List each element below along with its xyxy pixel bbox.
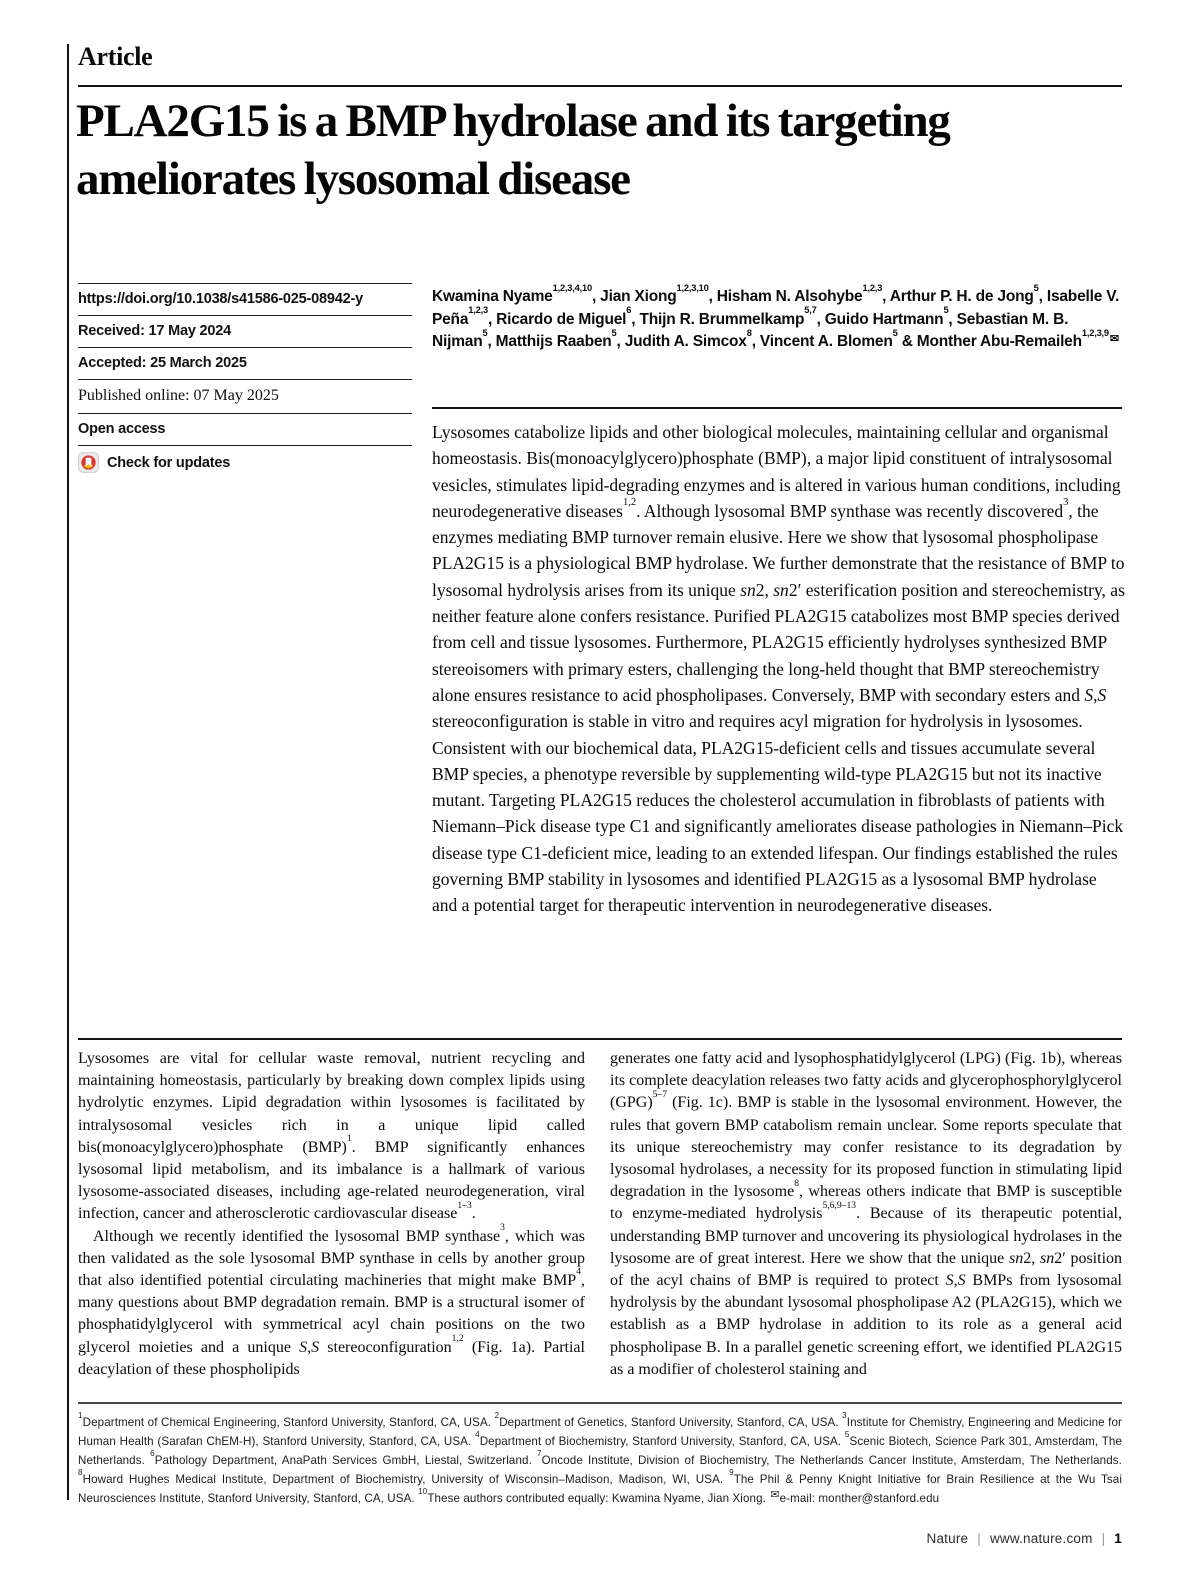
title-line-2: ameliorates lysosomal disease	[76, 153, 630, 205]
open-access-label: Open access	[78, 413, 412, 445]
left-margin-rule	[67, 44, 69, 1500]
article-metadata	[78, 283, 412, 481]
footnote-divider	[78, 1402, 1122, 1404]
footer-journal: Nature	[926, 1531, 969, 1546]
check-for-updates-button[interactable]	[78, 445, 412, 481]
affiliations-footnotes: $^1$Department of Chemical Engineering, Stanford University, Stanford, CA, USA. $^2$Department of Genetics, Stanford University, Stanford, CA, USA. $^3$Institute for Chemistry, Engineering and Medicine for Human Health (Sarafan ChEM-H), Stanford University, Stanford, CA, USA. $^4$Department of Biochemistry, Stanford University, Stanford, CA, USA. $^5$Scenic Biotech, Science Park 301, Amsterdam, The Netherlands. $^6$Pathology Department, AnaPath Services GmbH, Liestal, Switzerland. $^7$Oncode Institute, Division of Biochemistry, The Netherlands Cancer Institute, Amsterdam, The Netherlands. $^8$Howard Hughes Medical Institute, Department of Biochemistry, University of Wisconsin–Madison, Madison, WI, USA. $^9$The Phil & Penny Knight Initiative for Brain Resilience at the Wu Tsai Neurosciences Institute, Stanford University, Stanford, CA, USA. $^{10}$These authors contributed equally: Kwamina Nyame, Jian Xiong. ✉e-mail: monther@stanford.edu	[78, 1411, 1122, 1505]
received-date: Received: 17 May 2024	[78, 315, 412, 347]
check-for-updates-label: Check for updates	[107, 454, 231, 471]
accepted-date: Accepted: 25 March 2025	[78, 347, 412, 379]
body-paragraph: Lysosomes are vital for cellular waste removal, nutrient recycling and maintaining homeostasis, particularly by breaking down complex lipids using hydrolytic enzymes. Lipid degradation within lysosomes is facilitated by intralysosomal vesicles rich in a unique lipid called bis(monoacylglycero)phosphate (BMP)$^1$. BMP significantly enhances lysosomal lipid metabolism, and its imbalance is a hallmark of various lysosome-associated diseases, including age-related neurodegeneration, viral infection, cancer and atherosclerotic cardiovascular disease$^{1-3}$.	[78, 1050, 585, 1223]
body-paragraph: Although we recently identified the lysosomal BMP synthase$^3$, which was then validated as the sole lysosomal BMP synthase in cells by another group that also identified potential circulating machineries that might make BMP$^4$, many questions about BMP degradation remain. BMP is a structural isomer of phosphatidylglycerol with symmetrical acyl chain positions on the two glycerol moieties and a unique S,S stereoconfiguration$^{1,2}$ (Fig. 1a). Partial deacylation of these phospholipids	[78, 1221, 585, 1378]
published-date: Published online: 07 May 2025	[78, 379, 412, 413]
body-divider	[78, 1038, 1122, 1040]
body-column-right	[610, 1048, 1122, 1381]
article-kicker: Article	[78, 42, 153, 71]
abstract-divider	[432, 407, 1122, 409]
footer-url[interactable]: www.nature.com	[989, 1531, 1093, 1546]
kicker-divider	[78, 85, 1122, 87]
author-list: Kwamina Nyame$^{1,2,3,4,10}$, Jian Xiong$^{1,2,3,10}$, Hisham N. Alsohybe$^{1,2,3}$, Arthur P. H. de Jong$^5$, Isabelle V. Peña$^{1,2,3}$, Ricardo de Miguel$^6$, Thijn R. Brummelkamp$^{5,7}$, Guido Hartmann$^5$, Sebastian M. B. Nijman$^5$, Matthijs Raaben$^5$, Judith A. Simcox$^8$, Vincent A. Blomen$^5$ & Monther Abu-Remaileh$^{1,2,3,9✉}$	[432, 282, 1120, 350]
footer-separator: |	[977, 1531, 981, 1546]
title-line-1: PLA2G15 is a BMP hydrolase and its targeting	[76, 95, 950, 147]
abstract-text: Lysosomes catabolize lipids and other biological molecules, maintaining cellular and organismal homeostasis. Bis(monoacylglycero)phosphate (BMP), a major lipid constituent of intralysosomal vesicles, stimulates lipid-degrading enzymes and is altered in various human conditions, including neurodegenerative diseases$^{1,2}$. Although lysosomal BMP synthase was recently discovered$^3$, the enzymes mediating BMP turnover remain elusive. Here we show that lysosomal phospholipase PLA2G15 is a physiological BMP hydrolase. We further demonstrate that the resistance of BMP to lysosomal hydrolysis arises from its unique sn2, sn2′ esterification position and stereochemistry, as neither feature alone confers resistance. Purified PLA2G15 catabolizes most BMP species derived from cell and tissue lysosomes. Furthermore, PLA2G15 efficiently hydrolyses synthesized BMP stereoisomers with primary esters, challenging the long-held thought that BMP stereochemistry alone ensures resistance to acid phospholipases. Conversely, BMP with secondary esters and S,S stereoconfiguration is stable in vitro and requires acyl migration for hydrolysis in lysosomes. Consistent with our biochemical data, PLA2G15-deficient cells and tissues accumulate several BMP species, a phenotype reversible by supplementing wild-type PLA2G15 but not its inactive mutant. Targeting PLA2G15 reduces the cholesterol accumulation in fibroblasts of patients with Niemann–Pick disease type C1 and significantly ameliorates disease pathologies in Niemann–Pick disease type C1-deficient mice, leading to an extended lifespan. Our findings established the rules governing BMP stability in lysosomes and identified PLA2G15 as a lysosomal BMP hydrolase and a potential target for therapeutic intervention in neurodegenerative diseases.	[432, 422, 1125, 916]
crossmark-icon	[78, 452, 99, 473]
footer-separator: |	[1101, 1531, 1106, 1546]
body-column-left	[78, 1048, 585, 1381]
body-paragraph: generates one fatty acid and lysophosphatidylglycerol (LPG) (Fig. 1b), whereas its complete deacylation releases two fatty acids and glycerophosphorylglycerol (GPG)$^{5-7}$ (Fig. 1c). BMP is stable in the lysosomal environment. However, the rules that govern BMP catabolism remain unclear. Some reports speculate that its unique stereochemistry may confer resistance to its degradation by lysosomal hydrolases, a necessity for its proposed function in stimulating lipid degradation in the lysosome$^8$, whereas others indicate that BMP is susceptible to enzyme-mediated hydrolysis$^{5,6,9-13}$. Because of its therapeutic potential, understanding BMP turnover and uncovering its physiological hydrolases in the lysosome are of great interest. Here we show that the unique sn2, sn2′ position of the acyl chains of BMP is required to protect S,S BMPs from lysosomal hydrolysis by the abundant lysosomal phospholipase A2 (PLA2G15), which we establish as a BMP hydrolase in addition to its role as a general acid phospholipase B. In a parallel genetic screening effort, we identified PLA2G15 as a modifier of cholesterol staining and	[610, 1050, 1123, 1378]
page-title	[76, 92, 1126, 208]
envelope-icon: ✉	[1109, 333, 1119, 346]
footer-page-number: 1	[1114, 1531, 1122, 1546]
envelope-icon: ✉	[770, 1489, 780, 1502]
page-footer	[78, 1531, 1122, 1546]
doi-link[interactable]: https://doi.org/10.1038/s41586-025-08942-y	[78, 283, 412, 315]
